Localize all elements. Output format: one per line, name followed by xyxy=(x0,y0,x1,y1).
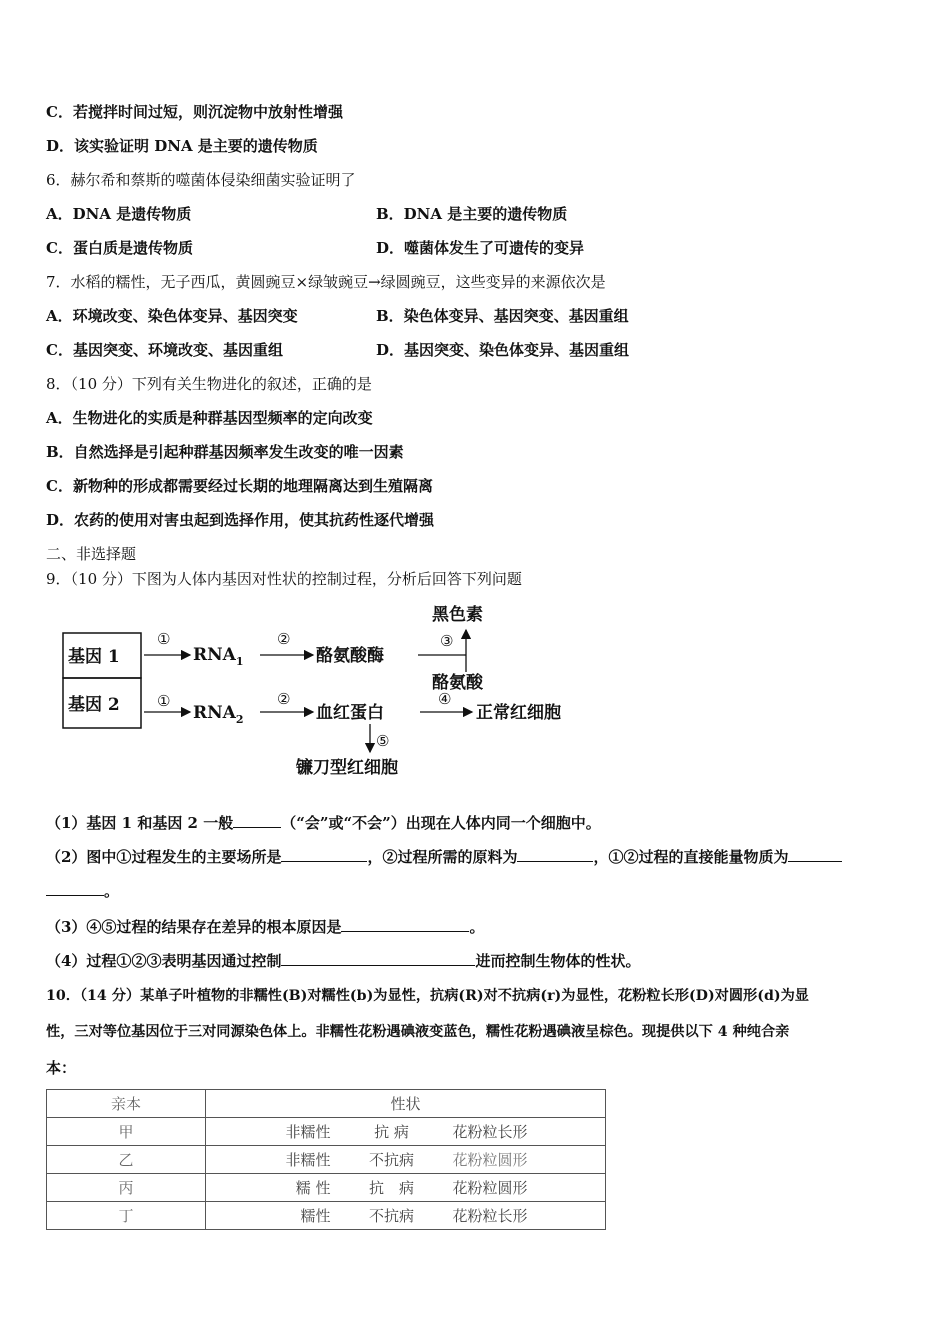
q10-stem-line2: 性，三对等位基因位于三对同源染色体上。非糯性花粉遇碘液变蓝色，糯性花粉遇碘液呈棕色。现提供以下 4 种纯合亲 xyxy=(46,1024,790,1040)
q7-option-d: D．基因突变、染色体变异、基因重组 xyxy=(376,341,630,359)
q9-stem: 9．（10 分）下图为人体内基因对性状的控制过程，分析后回答下列问题 xyxy=(46,570,522,588)
table-header-row xyxy=(47,1090,606,1118)
trait-glutinous: 糯 性 xyxy=(295,1179,331,1197)
q6-option-c: C．蛋白质是遗传物质 xyxy=(46,239,193,257)
q9-part4-text-b: 进而控制生物体的性状。 xyxy=(475,952,641,970)
q9-part4-text-a: （4）过程①②③表明基因通过控制 xyxy=(46,952,282,970)
table-row xyxy=(47,1118,606,1146)
q6-row2 xyxy=(46,238,906,258)
q9-part1-text-b: （“会”或“不会”）出现在人体内同一个细胞中。 xyxy=(281,814,601,832)
sickle-rbc-label: 镰刀型红细胞 xyxy=(296,758,398,778)
tyrosine-label: 酪氨酸 xyxy=(432,673,483,693)
q9-blank-6[interactable] xyxy=(281,950,475,966)
trait-pollen: 花粉粒长形 xyxy=(452,1207,528,1225)
hemoglobin-label: 血红蛋白 xyxy=(316,703,384,723)
header-parent: 亲本 xyxy=(47,1090,206,1118)
q9-part2-end: 。 xyxy=(104,882,120,900)
gene2-label: 基因 2 xyxy=(68,695,120,715)
trait-cell xyxy=(206,1118,606,1146)
q9-part1-text-a: （1）基因 1 和基因 2 一般 xyxy=(46,814,234,832)
gene1-label: 基因 1 xyxy=(68,647,120,667)
q6-option-b: B．DNA 是主要的遗传物质 xyxy=(376,205,568,223)
trait-cell xyxy=(206,1202,606,1230)
parent-cell: 甲 xyxy=(47,1118,206,1146)
q9-part2 xyxy=(46,846,842,866)
trait-pollen: 花粉粒圆形 xyxy=(452,1151,528,1169)
trait-glutinous: 非糯性 xyxy=(285,1151,331,1169)
step5-label: ⑤ xyxy=(376,732,390,750)
normal-rbc-label: 正常红细胞 xyxy=(476,703,561,723)
trait-glutinous: 糯性 xyxy=(300,1207,331,1225)
step1-label-row1: ① xyxy=(157,630,171,648)
q9-part2-cont xyxy=(46,880,119,900)
q7-stem: 7．水稻的糯性，无子西瓜，黄圆豌豆×绿皱豌豆→绿圆豌豆，这些变异的来源依次是 xyxy=(46,273,606,291)
trait-resistance: 抗 病 xyxy=(368,1179,414,1197)
trait-cell xyxy=(206,1174,606,1202)
enzyme-label: 酪氨酸酶 xyxy=(316,646,384,666)
q9-part2-text-a: （2）图中①过程发生的主要场所是 xyxy=(46,848,282,866)
q8-stem: 8．（10 分）下列有关生物进化的叙述，正确的是 xyxy=(46,375,372,393)
trait-resistance: 不抗病 xyxy=(368,1151,414,1169)
rna2-label: $RNA_2$ xyxy=(193,703,244,726)
table-row xyxy=(47,1174,606,1202)
q7-option-a: A．环境改变、染色体变异、基因突变 xyxy=(46,307,298,325)
q9-blank-4b[interactable] xyxy=(46,880,104,896)
q9-part3-text: （3）④⑤过程的结果存在差异的根本原因是 xyxy=(46,918,342,936)
step1-label-row2: ① xyxy=(157,692,171,710)
trait-resistance: 抗 病 xyxy=(374,1123,409,1141)
q9-blank-5[interactable] xyxy=(341,916,469,932)
trait-pollen: 花粉粒长形 xyxy=(452,1123,528,1141)
q10-stem-line3: 本： xyxy=(46,1059,77,1077)
q8-option-a: A．生物进化的实质是种群基因型频率的定向改变 xyxy=(46,409,373,427)
q7-option-b: B．染色体变异、基因突变、基因重组 xyxy=(376,307,629,325)
q9-part4 xyxy=(46,950,640,970)
section-title: 二、非选择题 xyxy=(46,545,137,563)
q6-row1 xyxy=(46,204,906,224)
parent-cell: 丙 xyxy=(47,1174,206,1202)
q9-blank-3[interactable] xyxy=(517,846,593,862)
gene-control-diagram xyxy=(60,600,620,785)
q5-option-c: C．若搅拌时间过短，则沉淀物中放射性增强 xyxy=(46,103,343,121)
step3-label: ③ xyxy=(440,632,454,650)
q9-part2-text-b: ，②过程所需的原料为 xyxy=(367,848,518,866)
q8-option-c: C．新物种的形成都需要经过长期的地理隔离达到生殖隔离 xyxy=(46,477,433,495)
q9-blank-1[interactable] xyxy=(233,812,281,828)
parent-cell: 乙 xyxy=(47,1146,206,1174)
q9-part1 xyxy=(46,812,601,832)
step2-label-row1: ② xyxy=(277,630,291,648)
q6-option-d: D．噬菌体发生了可遗传的变异 xyxy=(376,239,585,257)
trait-glutinous: 非糯性 xyxy=(285,1123,331,1141)
step2-label-row2: ② xyxy=(277,690,291,708)
table-row xyxy=(47,1202,606,1230)
q10-stem-line1: 10．（14 分）某单子叶植物的非糯性(B)对糯性(b)为显性，抗病(R)对不抗病(r)为显性，花粉粒长形(D)对圆形(d)为显 xyxy=(46,988,809,1004)
parent-cell: 丁 xyxy=(47,1202,206,1230)
q9-blank-2[interactable] xyxy=(281,846,367,862)
q8-option-d: D．农药的使用对害虫起到选择作用，使其抗药性逐代增强 xyxy=(46,511,435,529)
q5-option-d: D．该实验证明 DNA 是主要的遗传物质 xyxy=(46,137,318,155)
trait-cell xyxy=(206,1146,606,1174)
q6-stem: 6．赫尔希和蔡斯的噬菌体侵染细菌实验证明了 xyxy=(46,171,356,189)
q9-part3 xyxy=(46,916,484,936)
step4-label: ④ xyxy=(438,690,452,708)
parent-trait-table xyxy=(46,1089,606,1230)
q6-option-a: A．DNA 是遗传物质 xyxy=(46,205,192,223)
q8-option-b: B．自然选择是引起种群基因频率发生改变的唯一因素 xyxy=(46,443,404,461)
q7-option-c: C．基因突变、环境改变、基因重组 xyxy=(46,341,283,359)
melanin-label: 黑色素 xyxy=(432,605,483,625)
diagram-svg xyxy=(60,600,620,785)
q7-row1 xyxy=(46,306,906,326)
q9-part2-text-c: ，①②过程的直接能量物质为 xyxy=(593,848,789,866)
trait-resistance: 不抗病 xyxy=(368,1207,414,1225)
q9-part3-end: 。 xyxy=(469,918,485,936)
q9-blank-4a[interactable] xyxy=(788,846,842,862)
header-trait: 性状 xyxy=(206,1090,606,1118)
trait-pollen: 花粉粒圆形 xyxy=(452,1179,528,1197)
q7-row2 xyxy=(46,340,906,360)
table-row xyxy=(47,1146,606,1174)
rna1-label: $RNA_1$ xyxy=(193,645,244,668)
